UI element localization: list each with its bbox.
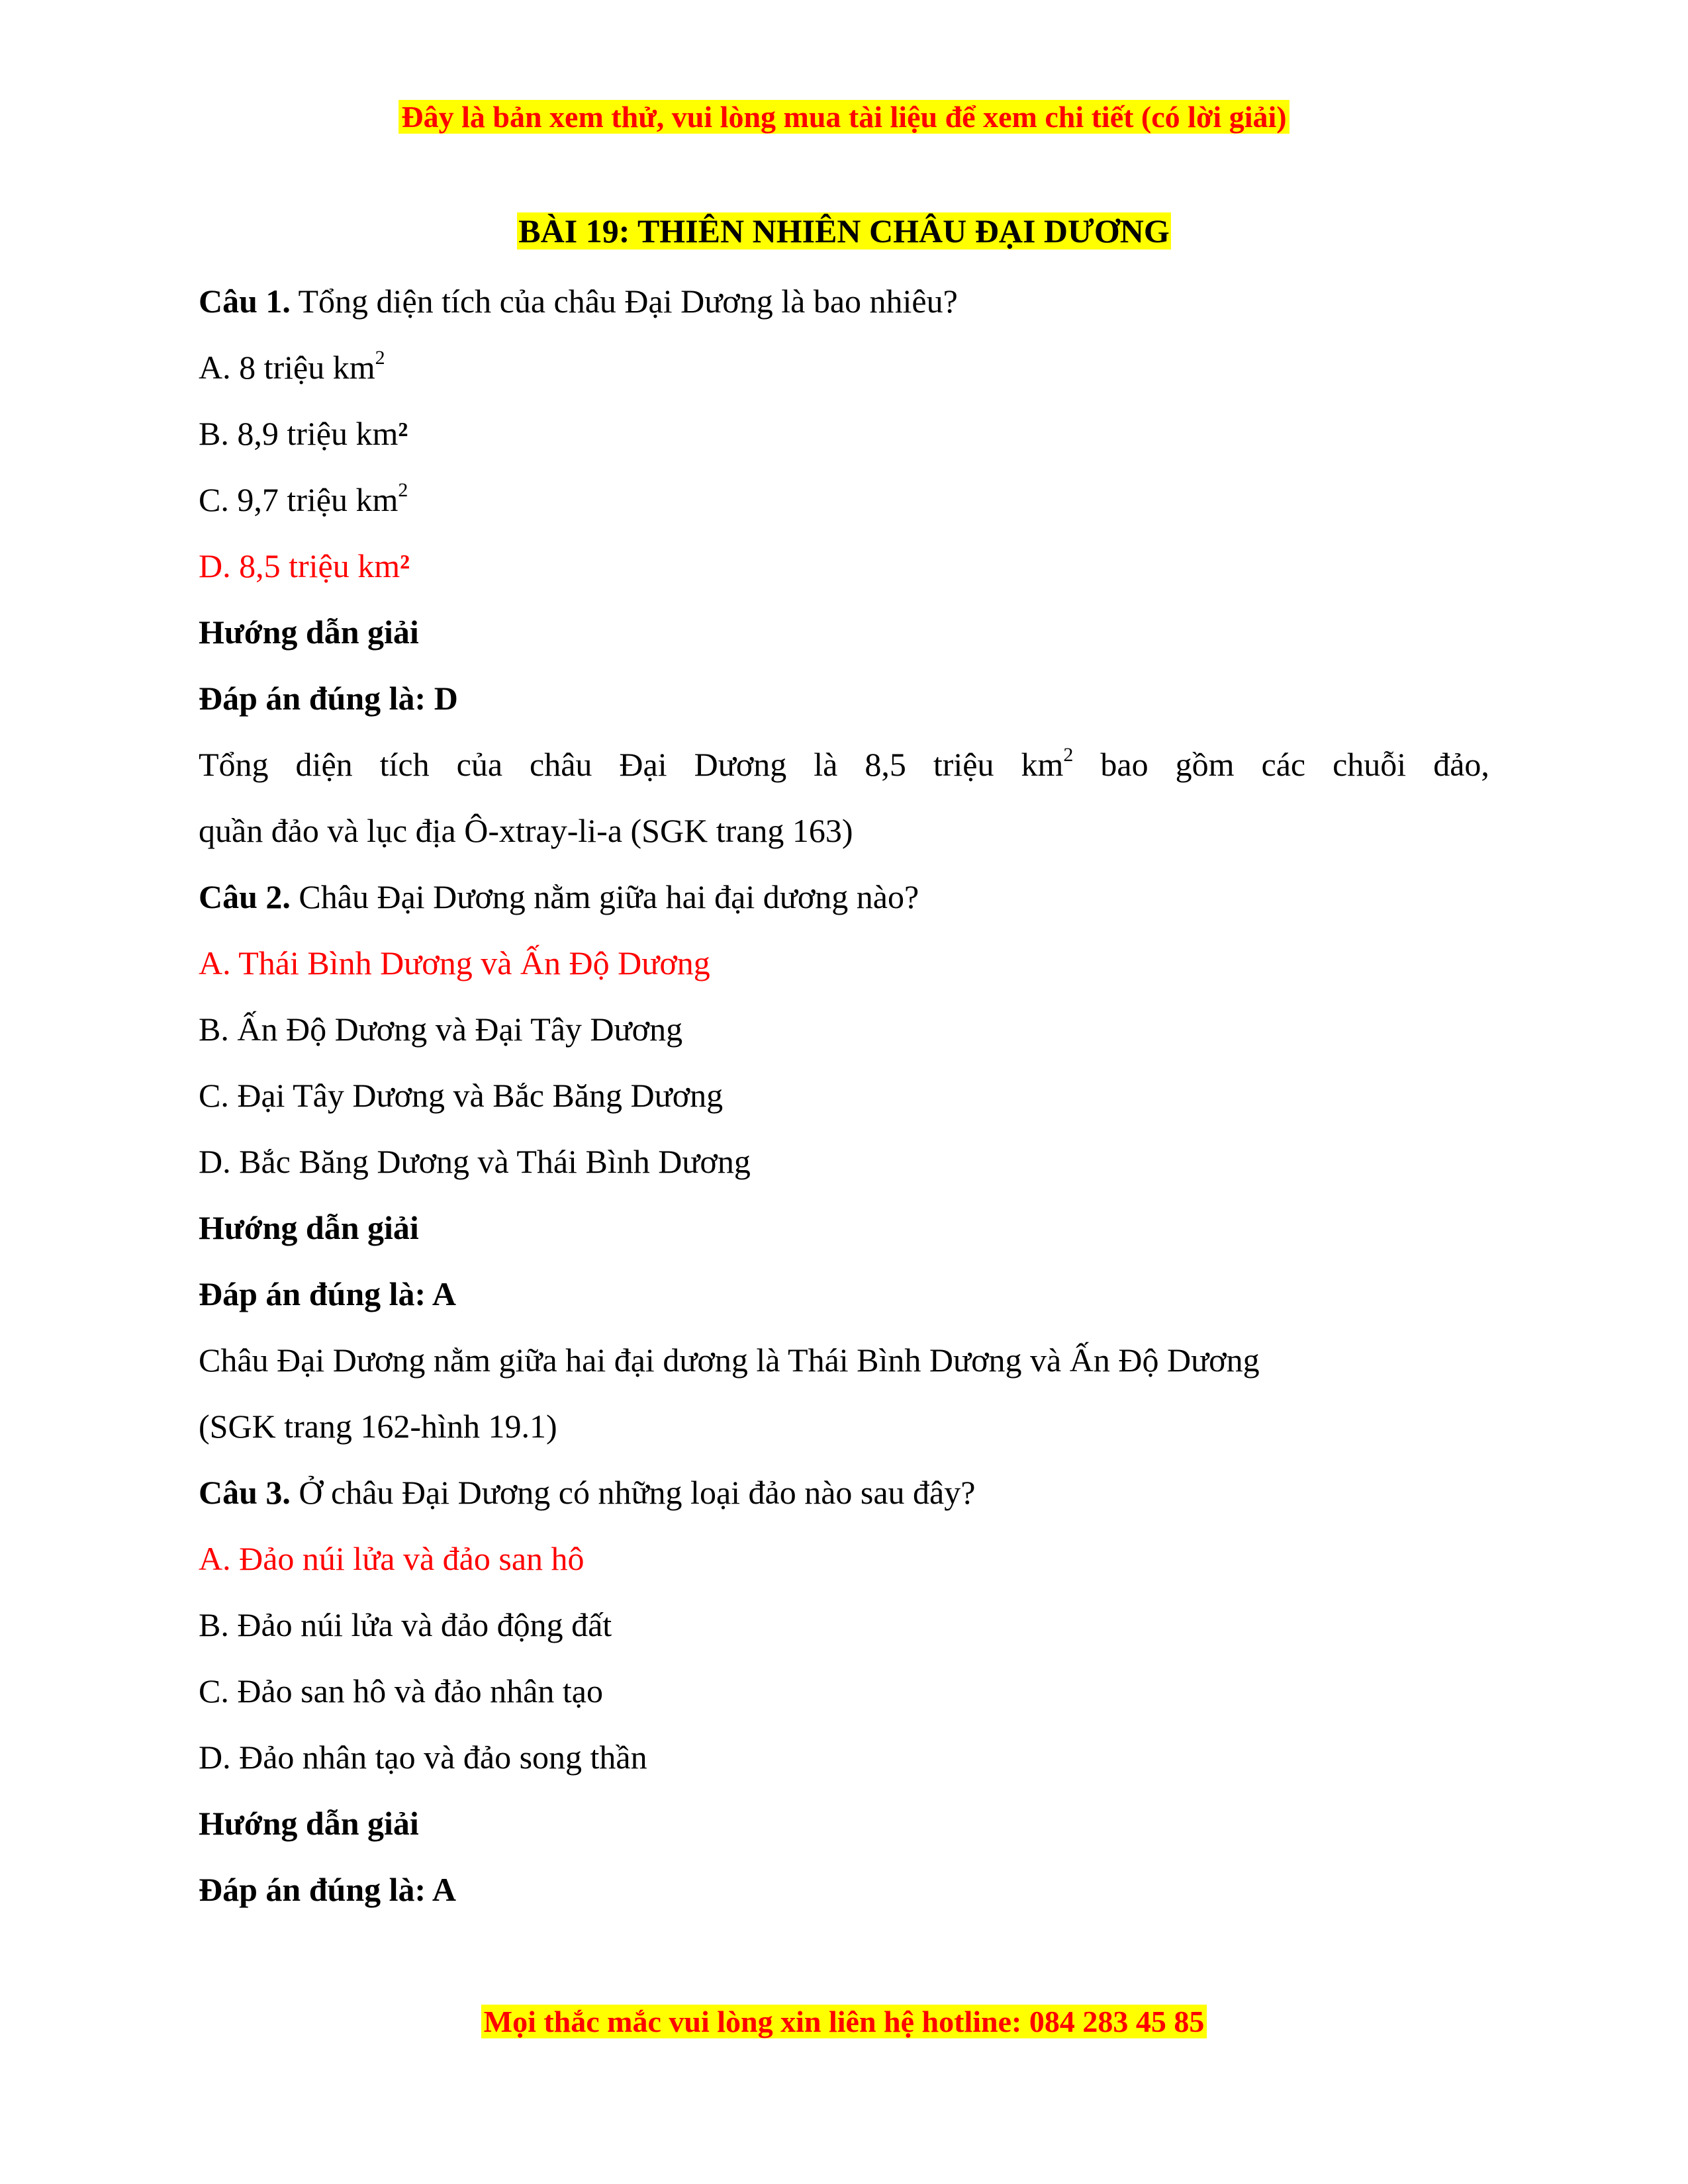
preview-notice — [0, 97, 1688, 138]
q2-answer: Đáp án đúng là: A — [199, 1275, 457, 1312]
q3-option-c: C. Đảo san hô và đảo nhân tạo — [199, 1672, 603, 1709]
preview-notice-text: Đây là bản xem thử, vui lòng mua tài liệu để xem chi tiết (có lời giải) — [399, 100, 1289, 134]
q1-explanation-line-1: Tổng diện tích của châu Đại Dương là 8,5 triệu $km^2$ bao gồm các chuỗi đảo, — [199, 744, 1489, 783]
question-3 — [199, 1459, 1489, 1525]
question-2-label: Câu 2. — [199, 878, 291, 915]
hotline-notice — [0, 2001, 1688, 2042]
q2-option-d: D. Bắc Băng Dương và Thái Bình Dương — [199, 1143, 751, 1180]
q2-option-c: C. Đại Tây Dương và Bắc Băng Dương — [199, 1077, 724, 1114]
hotline-notice-text: Mọi thắc mắc vui lòng xin liên hệ hotline: 084 283 45 85 — [481, 2005, 1207, 2038]
question-3-label: Câu 3. — [199, 1474, 291, 1511]
document-body — [199, 268, 1489, 1923]
lesson-title — [0, 208, 1688, 254]
q3-option-d: D. Đảo nhân tạo và đảo song thần — [199, 1739, 647, 1776]
q2-explanation-line-2: (SGK trang 162-hình 19.1) — [199, 1408, 557, 1445]
q1-answer: Đáp án đúng là: D — [199, 680, 458, 717]
question-1 — [199, 268, 1489, 334]
q1-option-c: C. 9,7 triệu $km^2$ — [199, 479, 408, 518]
question-2 — [199, 864, 1489, 930]
q1-explanation-line-2: quần đảo và lục địa Ô-xtray-li-a (SGK trang 163) — [199, 812, 853, 849]
q3-answer: Đáp án đúng là: A — [199, 1871, 457, 1908]
question-3-text: Ở châu Đại Dương có những loại đảo nào sau đây? — [290, 1474, 976, 1511]
q2-explanation-line-1: Châu Đại Dương nằm giữa hai đại dương là Thái Bình Dương và Ấn Độ Dương — [199, 1342, 1260, 1379]
lesson-title-text: BÀI 19: THIÊN NHIÊN CHÂU ĐẠI DƯƠNG — [518, 212, 1170, 250]
q2-guide-heading: Hướng dẫn giải — [199, 1209, 419, 1246]
q2-option-a-correct: A. Thái Bình Dương và Ấn Độ Dương — [199, 944, 710, 981]
q1-guide-heading: Hướng dẫn giải — [199, 614, 419, 651]
q3-option-a-correct: A. Đảo núi lửa và đảo san hô — [199, 1540, 585, 1577]
q1-option-b: B. 8,9 triệu km² — [199, 415, 408, 452]
question-1-label: Câu 1. — [199, 283, 291, 320]
q2-option-b: B. Ấn Độ Dương và Đại Tây Dương — [199, 1011, 683, 1048]
q3-option-b: B. Đảo núi lửa và đảo động đất — [199, 1606, 612, 1643]
question-2-text: Châu Đại Dương nằm giữa hai đại dương nào? — [290, 878, 919, 915]
q1-option-d-correct: D. 8,5 triệu km² — [199, 547, 410, 584]
q3-guide-heading: Hướng dẫn giải — [199, 1805, 419, 1842]
q1-option-a: A. 8 triệu $km^2$ — [199, 347, 385, 386]
question-1-text: Tổng diện tích của châu Đại Dương là bao nhiêu? — [290, 283, 958, 320]
